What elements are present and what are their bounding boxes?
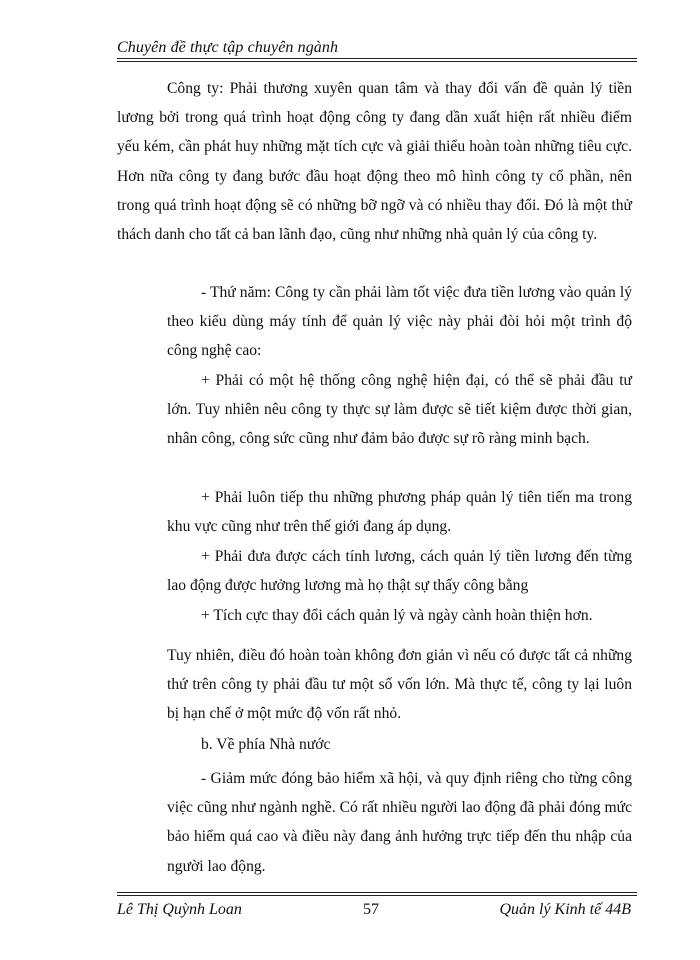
header-title: Chuyên đề thực tập chuyên ngành <box>117 39 339 56</box>
page-footer <box>117 892 637 922</box>
footer-course: Quản lý Kinh tế 44B <box>499 901 631 918</box>
paragraph-improve-management: + Tích cực thay đổi cách quản lý và ngày cành hoàn thiện hơn. <box>201 607 593 624</box>
paragraph-modern-tech-system: + Phải có một hệ thống công nghệ hiện đại, có thể sẽ phải đầu tư lớn. Tuy nhiên nêu công ty thực sự làm được sẽ tiết kiệm được thời gian, nhân công, công sức cũng như đảm bảo được sự rõ ràng minh bạch. <box>167 372 632 448</box>
header-rule <box>117 58 637 62</box>
paragraph-fair-salary: + Phải đưa được cách tính lương, cách quản lý tiền lương đến từng lao động được hưởng lương mà họ thật sự thấy công bằng <box>167 548 632 595</box>
paragraph-advanced-methods: + Phải luôn tiếp thu những phương pháp quản lý tiên tiến ma trong khu vực cũng như trên thế giới đang áp dụng. <box>167 489 632 536</box>
page-header <box>117 38 637 60</box>
footer-rule <box>117 892 637 896</box>
paragraph-reduce-insurance: - Giảm mức đóng bảo hiểm xã hội, và quy định riêng cho từng công việc cũng như ngành nghề. Có rất nhiều người lao động đã phải đóng mức bảo hiểm quá cao và điều này đang ảnh hưởng trực tiếp đến thu nhập của người lao động. <box>167 770 632 875</box>
paragraph-company-salary-management: Công ty: Phải thương xuyên quan tâm và thay đổi vấn đề quản lý tiền lương bởi trong quá trình hoạt động công ty đang dần xuất hiện rất nhiều điểm yếu kém, cần phát huy những mặt tích cực và giải thiểu hoàn toàn những tiêu cực. Hơn nữa công ty đang bước đầu hoạt động theo mô hình công ty cổ phần, nên trong quá trình hoạt động sẽ có những bỡ ngỡ và có nhiều thay đổi. Đó là một thử thách danh cho tất cả ban lãnh đạo, cũng như những nhà quản lý của công ty. <box>117 80 632 244</box>
page-number: 57 <box>363 901 379 918</box>
paragraph-fifth-point: - Thứ năm: Công ty cần phải làm tốt việc đưa tiền lương vào quản lý theo kiểu dùng máy tính để quản lý việc này phải đòi hỏi một trình độ công nghệ cao: <box>167 284 632 360</box>
paragraph-capital-limitation: Tuy nhiên, điều đó hoàn toàn không đơn giản vì nếu có được tất cả những thứ trên công ty phải đầu tư một số vốn lớn. Mà thực tế, công ty lại luôn bị hạn chế ở một mức độ vốn rất nhỏ. <box>167 647 632 723</box>
footer-author: Lê Thị Quỳnh Loan <box>117 901 242 918</box>
section-heading-state: b. Về phía Nhà nước <box>201 736 331 753</box>
